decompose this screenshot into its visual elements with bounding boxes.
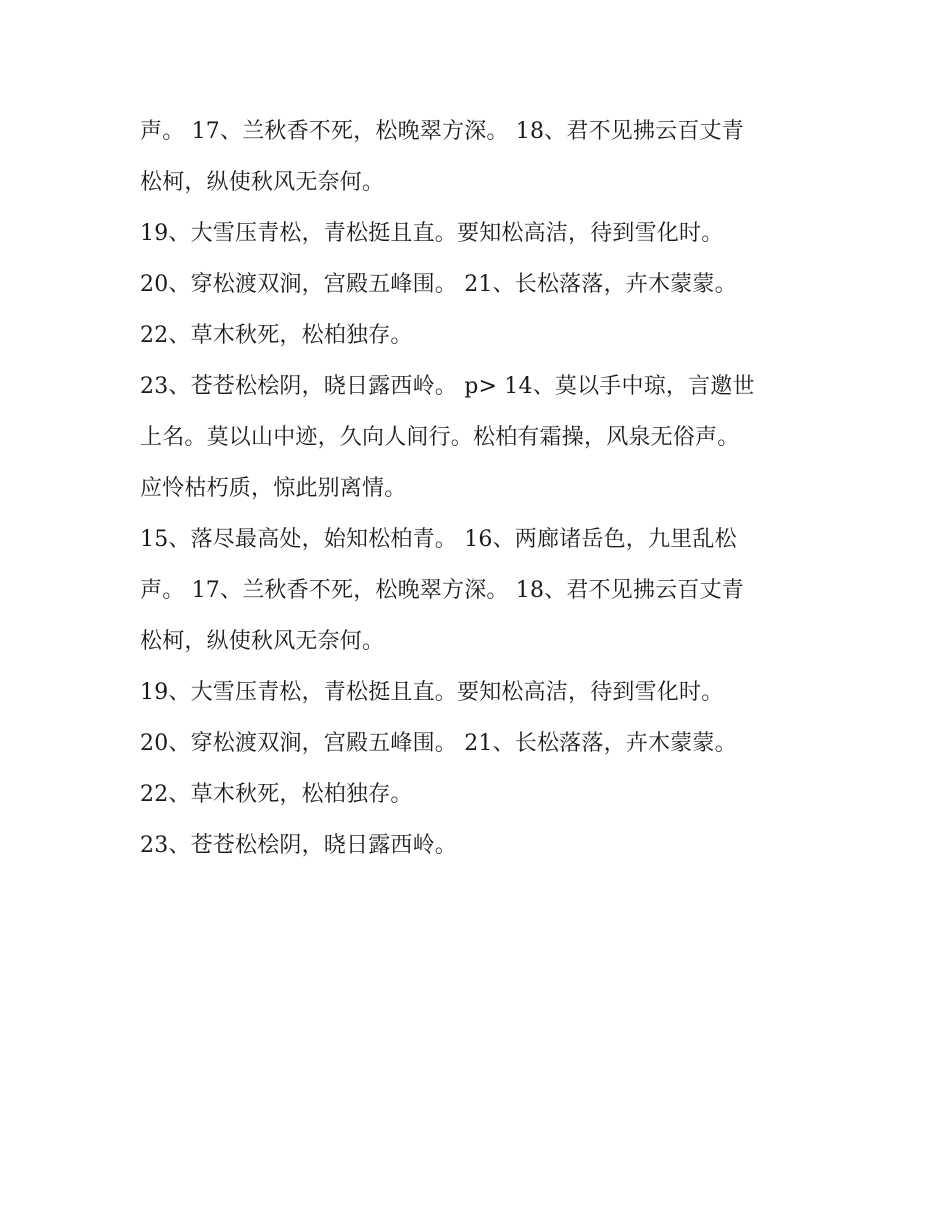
text-line: 声。 17、兰秋香不死，松晚翠方深。 18、君不见拂云百丈青 [140, 578, 744, 603]
text-line: 19、大雪压青松，青松挺且直。要知松高洁，待到雪化时。 [140, 680, 724, 705]
text-line: 上名。莫以山中迹，久向人间行。松柏有霜操，风泉无俗声。 [140, 425, 740, 450]
text-line: 20、穿松渡双涧，宫殿五峰围。 21、长松落落，卉木蒙蒙。 [140, 272, 737, 297]
text-line: 声。 17、兰秋香不死，松晚翠方深。 18、君不见拂云百丈青 [140, 119, 744, 144]
text-line: 20、穿松渡双涧，宫殿五峰围。 21、长松落落，卉木蒙蒙。 [140, 731, 737, 756]
text-line: 22、草木秋死，松柏独存。 [140, 782, 413, 807]
text-line: 15、落尽最高处，始知松柏青。 16、两廊诸岳色，九里乱松 [140, 527, 737, 552]
text-line: 应怜枯朽质，惊此别离情。 [140, 476, 407, 501]
text-line: 19、大雪压青松，青松挺且直。要知松高洁，待到雪化时。 [140, 221, 724, 246]
text-line: 松柯，纵使秋风无奈何。 [140, 170, 385, 195]
text-line: 23、苍苍松桧阴，晓日露西岭。 p> 14、莫以手中琼，言邀世 [140, 374, 755, 399]
text-line: 22、草木秋死，松柏独存。 [140, 323, 413, 348]
document-body [140, 106, 820, 871]
text-line: 松柯，纵使秋风无奈何。 [140, 629, 385, 654]
text-line: 23、苍苍松桧阴，晓日露西岭。 [140, 833, 457, 858]
